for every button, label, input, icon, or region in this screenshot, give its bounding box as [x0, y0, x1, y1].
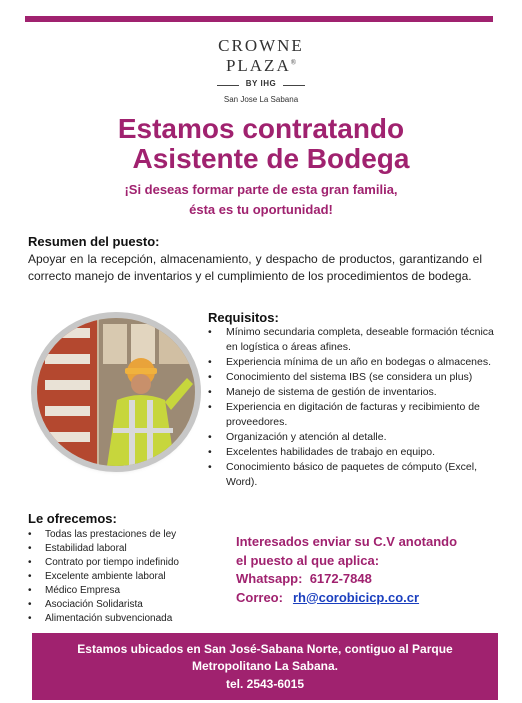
- contact-whatsapp: Whatsapp: 6172-7848: [236, 571, 372, 586]
- ofrecemos-list: [28, 528, 208, 626]
- list-item: • Mínimo secundaria completa, deseable formación técnica en logística o áreas afines.: [208, 325, 498, 355]
- top-accent-bar: [25, 16, 493, 22]
- contact-line-1: Interesados enviar su C.V anotando: [236, 534, 458, 549]
- email-link[interactable]: rh@corobicicp.co.cr: [292, 589, 420, 605]
- footer-phone: tel. 2543-6015: [225, 677, 305, 691]
- list-item: • Estabilidad laboral: [28, 542, 208, 556]
- list-item: • Organización y atención al detalle.: [208, 430, 498, 445]
- list-item: • Excelentes habilidades de trabajo en equipo.: [208, 445, 498, 460]
- footer-banner: [32, 633, 498, 700]
- requisitos-heading: Requisitos:: [208, 310, 279, 325]
- logo-location: San Jose La Sabana: [223, 95, 299, 104]
- list-item: • Conocimiento básico de paquetes de cómputo (Excel, Word).: [208, 460, 498, 490]
- list-item: • Manejo de sistema de gestión de inventarios.: [208, 385, 498, 400]
- whatsapp-number[interactable]: 6172-7848: [309, 571, 372, 586]
- list-item: • Médico Empresa: [28, 584, 208, 598]
- list-item: • Todas las prestaciones de ley: [28, 528, 208, 542]
- logo-line-plaza: PLAZA®: [225, 56, 297, 75]
- tagline: ¡Si deseas formar parte de esta gran familia, ésta es tu oportunidad!: [124, 182, 398, 217]
- list-item: • Experiencia mínima de un año en bodegas o almacenes.: [208, 355, 498, 370]
- footer-address-2: Metropolitano La Sabana.: [191, 659, 338, 673]
- logo-line-crowne: CROWNE: [218, 36, 304, 55]
- list-item: • Contrato por tiempo indefinido: [28, 556, 208, 570]
- resumen-heading: Resumen del puesto:: [28, 234, 160, 249]
- ofrecemos-heading: Le ofrecemos:: [28, 511, 117, 526]
- list-item: • Alimentación subvencionada: [28, 612, 208, 626]
- footer-address-1: Estamos ubicados en San José-Sabana Norte, contiguo al Parque: [77, 642, 453, 656]
- list-item: • Excelente ambiente laboral: [28, 570, 208, 584]
- contact-line-2: el puesto al que aplica:: [236, 552, 380, 568]
- contact-email-row: Correo: rh@corobicicp.co.cr: [236, 589, 420, 605]
- logo-byline: BY IHG: [211, 79, 311, 91]
- contact-block: [236, 533, 496, 607]
- headline-line-2: Asistente de Bodega: [132, 143, 410, 174]
- list-item: • Experiencia en digitación de facturas y recibimiento de proveedores.: [208, 400, 498, 430]
- headline-line-1: Estamos contratando: [117, 113, 405, 144]
- list-item: • Conocimiento del sistema IBS (se considera un plus): [208, 370, 498, 385]
- resumen-body: Apoyar en la recepción, almacenamiento, y despacho de productos, garantizando el correcto manejo de inventarios y el cumplimiento de los procedimientos de bodega.: [28, 252, 482, 283]
- warehouse-worker-photo: [37, 318, 195, 466]
- list-item: • Asociación Solidarista: [28, 598, 208, 612]
- requisitos-list: [208, 325, 498, 490]
